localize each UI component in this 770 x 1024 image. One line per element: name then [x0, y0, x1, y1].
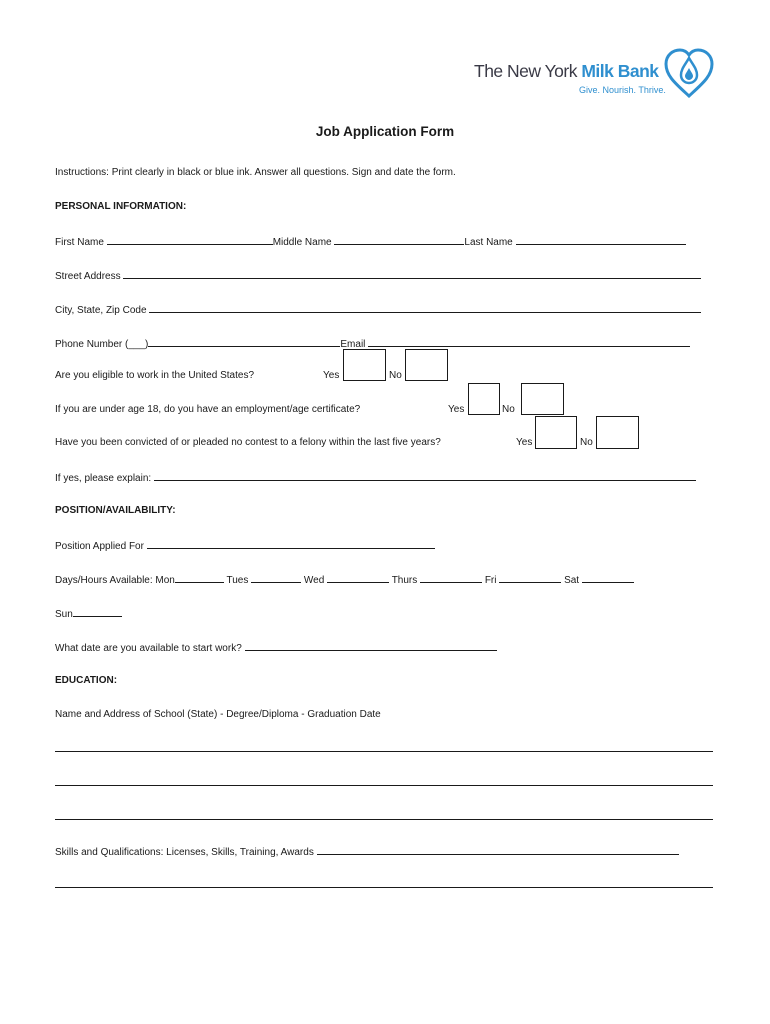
sat-label: Sat [564, 575, 580, 586]
mon-field[interactable] [175, 573, 224, 583]
education-line-3[interactable] [55, 819, 713, 820]
thurs-field[interactable] [420, 573, 482, 583]
phone-number-label: Phone Number (___) [55, 339, 149, 350]
middle-name-field[interactable] [334, 235, 464, 245]
days-hours-mon-label: Days/Hours Available: Mon [55, 575, 175, 586]
eligible-yes-label: Yes [323, 370, 340, 381]
sun-row [55, 607, 122, 620]
skills-label: Skills and Qualifications: Licenses, Skills, Training, Awards [55, 847, 314, 858]
instructions: Instructions: Print clearly in black or blue ink. Answer all questions. Sign and date the form. [55, 167, 456, 178]
sun-field[interactable] [73, 607, 122, 617]
under18-yes-checkbox[interactable] [468, 383, 500, 415]
explain-label: If yes, please explain: [55, 473, 152, 484]
phone-number-field[interactable] [148, 337, 340, 347]
street-address-label: Street Address [55, 271, 121, 282]
last-name-label: Last Name [464, 237, 513, 248]
section-heading-personal: PERSONAL INFORMATION: [55, 201, 187, 212]
explain-row [55, 471, 696, 484]
felony-yes-label: Yes [516, 437, 533, 448]
tues-field[interactable] [251, 573, 301, 583]
skills-field[interactable] [317, 845, 679, 855]
felony-yes-checkbox[interactable] [535, 416, 577, 449]
tues-label: Tues [226, 575, 249, 586]
logo-tagline: Give. Nourish. Thrive. [579, 85, 666, 95]
email-label: Email [340, 339, 366, 350]
start-date-row [55, 641, 497, 654]
felony-no-label: No [580, 437, 593, 448]
eligible-yes-checkbox[interactable] [343, 349, 386, 381]
education-line-1[interactable] [55, 751, 713, 752]
sat-field[interactable] [582, 573, 634, 583]
city-state-zip-label: City, State, Zip Code [55, 305, 147, 316]
name-row [55, 235, 686, 248]
position-applied-label: Position Applied For [55, 541, 144, 552]
last-name-field[interactable] [516, 235, 686, 245]
days-hours-row [55, 573, 634, 586]
question-eligible: Are you eligible to work in the United States? [55, 370, 254, 381]
under18-no-label: No [502, 404, 515, 415]
logo-name-plain: The New York [474, 61, 582, 81]
first-name-label: First Name [55, 237, 104, 248]
skills-line-2[interactable] [55, 887, 713, 888]
skills-row [55, 845, 679, 858]
under18-yes-label: Yes [448, 404, 465, 415]
eligible-no-label: No [389, 370, 402, 381]
fri-field[interactable] [499, 573, 561, 583]
section-heading-education: EDUCATION: [55, 675, 118, 686]
heart-drop-icon [662, 46, 716, 100]
first-name-field[interactable] [107, 235, 273, 245]
start-date-field[interactable] [245, 641, 497, 651]
wed-label: Wed [303, 575, 325, 586]
middle-name-label: Middle Name [272, 237, 332, 248]
thurs-label: Thurs [391, 575, 418, 586]
question-under18: If you are under age 18, do you have an employment/age certificate? [55, 404, 361, 415]
section-heading-position: POSITION/AVAILABILITY: [55, 505, 176, 516]
street-row [55, 269, 701, 282]
city-state-zip-field[interactable] [149, 303, 701, 313]
wed-field[interactable] [327, 573, 389, 583]
explain-field[interactable] [154, 471, 696, 481]
position-applied-field[interactable] [147, 539, 435, 549]
page-title: Job Application Form [315, 124, 455, 139]
start-date-label: What date are you available to start work? [55, 643, 242, 654]
sun-label: Sun [55, 609, 73, 620]
logo-wordmark [474, 61, 659, 82]
felony-no-checkbox[interactable] [596, 416, 639, 449]
under18-no-checkbox[interactable] [521, 383, 564, 415]
city-row [55, 303, 701, 316]
position-row [55, 539, 435, 552]
logo-name-bold: Milk Bank [581, 61, 659, 81]
question-felony: Have you been convicted of or pleaded no contest to a felony within the last five years? [55, 437, 441, 448]
eligible-no-checkbox[interactable] [405, 349, 448, 381]
fri-label: Fri [484, 575, 497, 586]
street-address-field[interactable] [123, 269, 701, 279]
school-label: Name and Address of School (State) - Degree/Diploma - Graduation Date [55, 709, 381, 720]
education-line-2[interactable] [55, 785, 713, 786]
email-field[interactable] [368, 337, 690, 347]
